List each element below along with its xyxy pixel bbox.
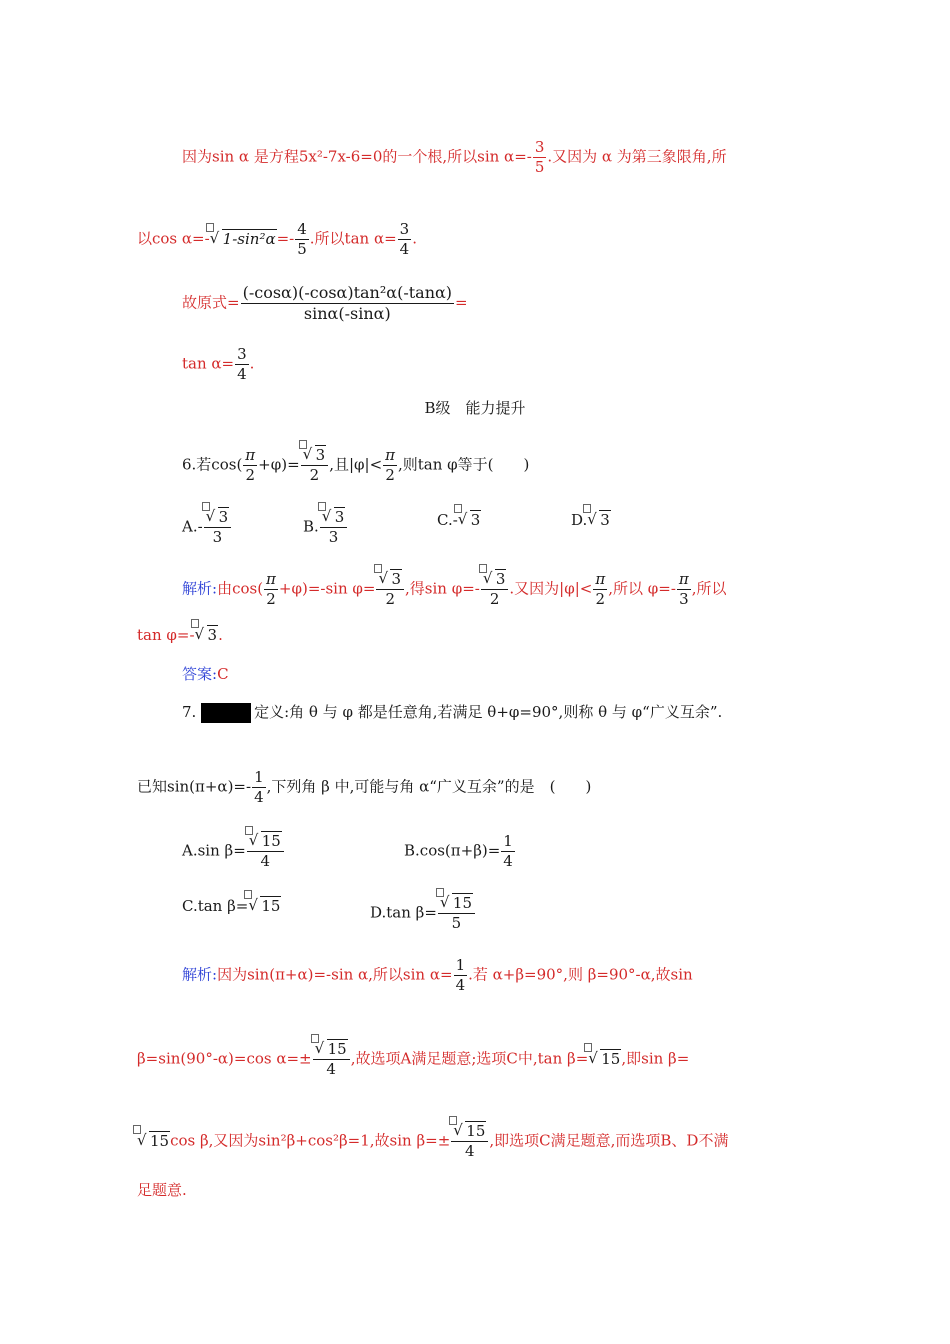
denominator: 2 — [309, 466, 320, 484]
fraction-pi-over-2 — [383, 446, 397, 485]
option-label: A.sin β= — [182, 841, 246, 860]
text: cos β,又因为sin²β+cos²β=1,故sin β=± — [170, 1131, 451, 1150]
q6-option-a — [182, 508, 232, 547]
q7-option-d — [370, 894, 476, 933]
q6-option-b — [303, 508, 348, 547]
text: 已知sin(π+α)=- — [137, 777, 252, 796]
text: ,得sin φ=- — [405, 579, 480, 598]
fraction: √ $\frac{3}{3}$ — [320, 508, 348, 547]
text: ,下列角 β 中,可能与角 α“广义互余”的是 ( ) — [266, 777, 592, 796]
numerator: (-cosα)(-cosα)tan²α(-tanα) — [242, 283, 453, 302]
fraction: $\frac{\pi}{2}$ — [595, 570, 606, 608]
sqrt-expression — [210, 229, 277, 249]
solution-label: 解析: — [182, 965, 218, 984]
fraction — [295, 220, 309, 259]
text: .若 α+β=90°,则 β=90°-α,故sin — [468, 965, 693, 984]
q6-solution-line-2 — [137, 625, 223, 645]
denominator: 2 — [245, 466, 255, 484]
solution-label: 解析: — [182, 579, 218, 598]
redaction-block — [201, 703, 251, 723]
question-number: 7. — [182, 703, 197, 721]
radicand: 1-sin²α — [222, 229, 276, 248]
text: .又因为 α 为第三象限角,所 — [547, 147, 727, 166]
question-6-stem — [182, 446, 529, 485]
fraction — [533, 138, 547, 177]
option-label: C.tan β= — [182, 897, 249, 915]
q7-solution-line-2 — [137, 1040, 689, 1079]
text: 以cos α=- — [137, 229, 210, 248]
q7-option-b — [404, 832, 516, 871]
numerator: 3 — [237, 345, 247, 363]
denominator: 4 — [237, 365, 247, 383]
q7-solution-line-3 — [137, 1122, 728, 1161]
text: 因为sin α 是方程5x²-7x-6=0的一个根,所以sin α=- — [182, 147, 532, 166]
text: ,所以 — [691, 579, 727, 598]
text: +φ)= — [258, 455, 300, 474]
denominator: 5 — [534, 158, 545, 176]
option-label: D. — [571, 511, 588, 529]
q6-answer — [182, 664, 229, 684]
text: 故原式= — [182, 293, 240, 312]
fraction: √ $\frac{3}{2}$ — [376, 570, 404, 609]
solution-line-4 — [182, 345, 254, 384]
text: ,则tan φ等于( ) — [398, 455, 530, 474]
option-label: A.- — [182, 517, 203, 536]
text: ,且|φ|< — [329, 455, 383, 474]
fraction: √ $\frac{15}{5}$ — [438, 894, 475, 933]
denominator: 4 — [399, 240, 410, 258]
question-7-stem — [182, 702, 722, 723]
big-fraction — [241, 283, 454, 324]
text: .又因为|φ|< — [509, 579, 593, 598]
text: 定义:角 θ 与 φ 都是任意角,若满足 θ+φ=90°,则称 θ 与 φ“广义互余”. — [254, 703, 723, 721]
solution-line-3 — [182, 283, 468, 324]
sqrt: √ 3 — [195, 625, 219, 645]
option-label: D.tan β= — [370, 903, 437, 922]
sqrt: √ 3 — [303, 446, 327, 465]
text: 因为sin(π+α)=-sin α,所以sin α= — [217, 965, 453, 984]
fraction: $\frac{\pi}{3}$ — [678, 570, 689, 608]
option-label: B. — [303, 517, 319, 536]
numerator: π — [385, 446, 396, 464]
q6-option-d — [571, 510, 611, 530]
fraction — [235, 345, 249, 384]
fraction: $\frac{1}{4}$ — [503, 832, 513, 870]
fraction: $\frac{\pi}{2}$ — [266, 570, 276, 608]
text: . — [249, 354, 255, 373]
solution-line-2 — [137, 220, 417, 259]
placeholder-box — [206, 223, 214, 232]
fraction: √ $\frac{15}{4}$ — [247, 832, 284, 871]
text: ,所以 φ=- — [608, 579, 676, 598]
q7-solution-line-1 — [182, 956, 693, 995]
fraction-pi-over-2 — [243, 446, 257, 485]
text: . — [412, 229, 417, 248]
text: 6.若cos( — [182, 455, 243, 474]
fraction: √ $\frac{3}{2}$ — [481, 570, 509, 609]
text: 由cos( — [217, 579, 264, 598]
fraction: $\frac{1}{4}$ — [455, 956, 466, 994]
q7-solution-line-4: 足题意. — [137, 1181, 187, 1199]
fraction — [398, 220, 412, 259]
option-label: B.cos(π+β)= — [404, 841, 501, 860]
text: tan α= — [182, 354, 235, 373]
section-title: B级 能力提升 — [424, 399, 526, 417]
denominator: sinα(-sinα) — [303, 304, 391, 323]
text: +φ)=-sin φ= — [278, 579, 376, 598]
text: tan φ=- — [137, 626, 195, 644]
text: .所以tan α= — [309, 229, 397, 248]
text: ,即sin β= — [621, 1049, 690, 1068]
fraction: √ $\frac{15}{4}$ — [313, 1040, 350, 1079]
numerator: 3 — [534, 138, 545, 156]
numerator: 3 — [399, 220, 410, 238]
fraction-root3-over-2 — [301, 446, 329, 485]
q7-option-a — [182, 832, 285, 871]
numerator: 4 — [297, 220, 307, 238]
denominator: 5 — [297, 240, 307, 258]
sqrt: √ 15 — [588, 1049, 621, 1069]
question-7-stem-line-2 — [137, 768, 591, 807]
sqrt: √ 3 — [587, 510, 611, 530]
text: =- — [276, 229, 295, 248]
text: . — [218, 626, 223, 644]
fraction: √ $\frac{15}{4}$ — [451, 1122, 488, 1161]
text: β=sin(90°-α)=cos α=± — [137, 1049, 312, 1068]
sqrt: √ 15 — [137, 1131, 170, 1151]
q6-solution-line-1 — [182, 570, 727, 609]
text: ,即选项C满足题意,而选项B、D不满 — [489, 1131, 729, 1150]
text: ,故选项A满足题意;选项C中,tan β= — [350, 1049, 589, 1068]
sqrt: √ 3 — [458, 510, 482, 530]
option-label: C.- — [437, 511, 458, 529]
fraction: √ $\frac{3}{3}$ — [204, 508, 232, 547]
text: = — [455, 293, 468, 312]
sqrt: √ 15 — [248, 896, 281, 916]
answer-label: 答案: — [182, 665, 218, 683]
q6-option-c — [437, 510, 481, 530]
fraction: $\frac{1}{4}$ — [254, 768, 264, 806]
answer-value: C — [217, 665, 229, 683]
denominator: 2 — [385, 466, 395, 484]
q7-option-c — [182, 896, 281, 916]
solution-line-1 — [182, 138, 727, 177]
numerator: π — [245, 446, 256, 464]
